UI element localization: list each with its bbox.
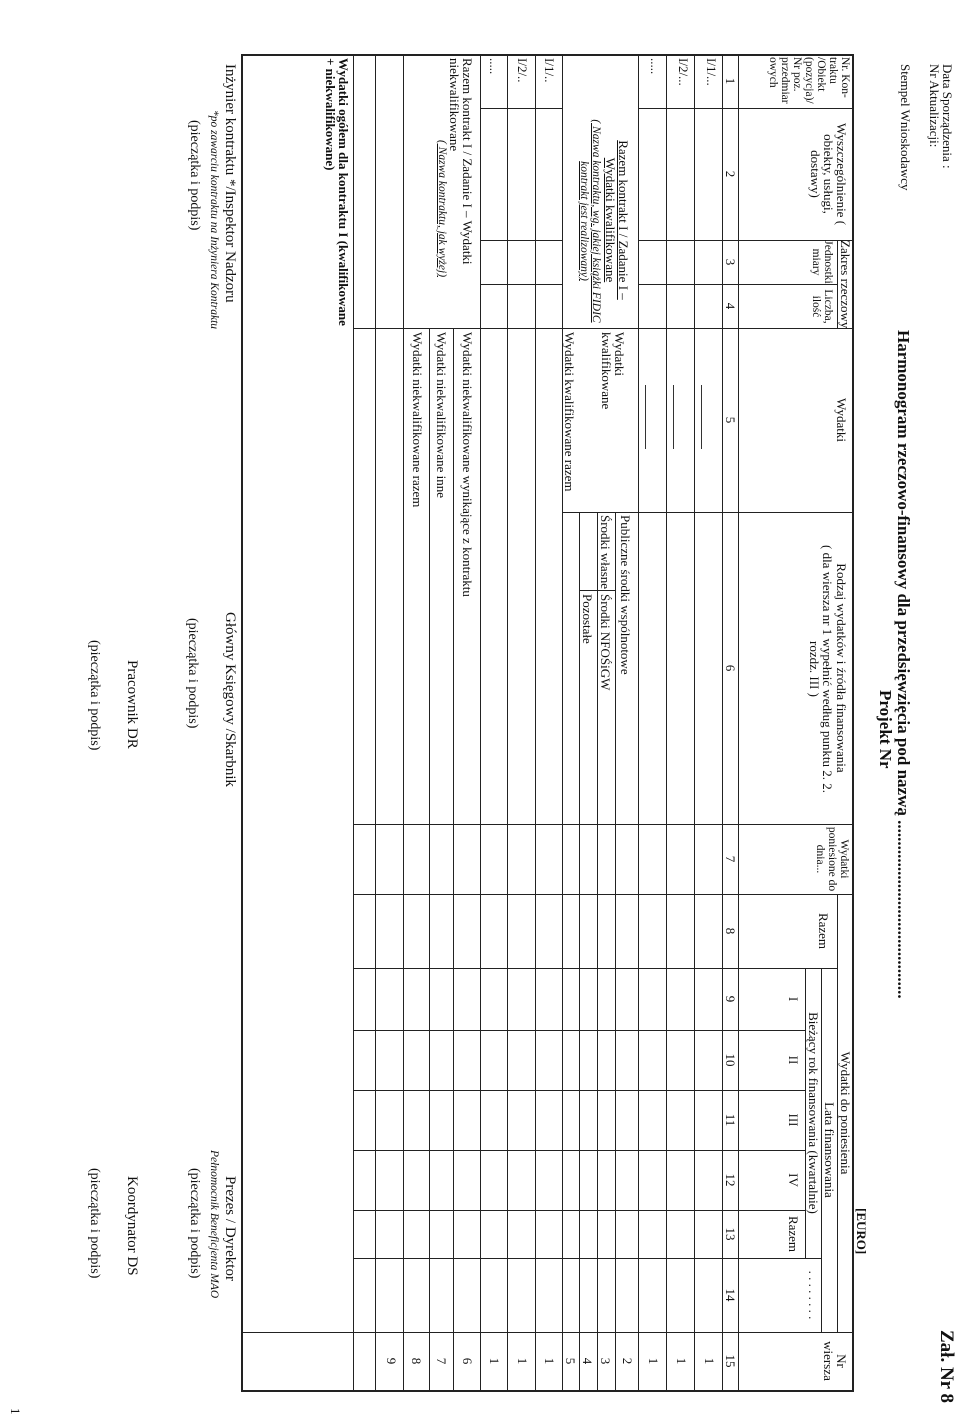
blank-line-marker (645, 385, 646, 449)
table-right-border (243, 1390, 854, 1392)
col-wyszczegolnienie: Wyszczególnienie ( obiekty, usługi, dostawy) (808, 122, 849, 226)
col-lata-finansowania: Lata finansowania (822, 1102, 837, 1198)
row-line (353, 54, 354, 1390)
col-rodzaj-wydatkow-note: ( dla wiersza nr 1 wypełnić według punktu 2. 2. rozdz. III ) (807, 544, 835, 794)
row-number: 1 (674, 1357, 689, 1365)
row-line (453, 328, 454, 1390)
column-number: 3 (723, 258, 738, 266)
column-number: 10 (723, 1053, 738, 1067)
vline-body (354, 328, 723, 329)
prezes-note: Pełnomocnik Beneficjenta MAO (208, 1150, 220, 1299)
column-number: 4 (723, 302, 738, 310)
vline-body (639, 240, 723, 241)
ksiegowy-label: Główny Księgowy /Skarbnik (222, 612, 238, 787)
row-label: I/2/... (676, 58, 691, 86)
col-q3: III (786, 1113, 801, 1127)
nr-aktualizacji-label: Nr Aktualizacji: (927, 64, 942, 148)
data-sporzadzenia-label: Data Sporządzenia : (940, 64, 955, 169)
razem-kwalifikowane-note: ( Nazwa kontraktu, wg. jakiej książki FIDIC kontrakt jest realizowany) (578, 119, 602, 323)
column-number: 5 (723, 416, 738, 424)
row-number: 4 (580, 1357, 595, 1365)
page-number: 1 (8, 1408, 23, 1415)
row-number: 1 (702, 1357, 717, 1365)
vline-body (354, 1210, 723, 1211)
table-left-border (243, 54, 854, 56)
publiczne-srodki-label: Publiczne środki wspólnotowe (618, 515, 633, 675)
niekwal-razem-label: Wydatki niekwalifikowane razem (410, 332, 425, 508)
row-label: ..... (648, 58, 663, 75)
pracownik-dr-label: Pracownik DR (124, 660, 140, 749)
vline-body (354, 1150, 723, 1151)
col-jednostki-miary: Jednostki miary (810, 240, 834, 284)
pieczatka-pracownik: (pieczątka i podpis) (87, 640, 102, 751)
col-liczba-ilosc: Liczba, ilość (810, 289, 834, 324)
table-bottom-border (241, 54, 243, 1392)
column-number: 13 (723, 1227, 738, 1241)
column-number: 1 (723, 77, 738, 85)
vline-body (354, 824, 723, 825)
column-number: 12 (723, 1173, 738, 1187)
vline-body (354, 1090, 723, 1091)
col-zakres-rzeczowy: Zakres rzeczowy (838, 240, 853, 329)
vline-6 (723, 824, 854, 825)
vline-body (563, 512, 723, 513)
prezes-label: Prezes / Dyrektor (222, 1176, 238, 1281)
col-q-razem: Razem (786, 1215, 801, 1253)
column-number: 15 (723, 1354, 738, 1368)
vline-body (354, 894, 723, 895)
niekwal-z-kontraktu-label: Wydatki niekwalifikowane wynikające z kontraktu (460, 332, 475, 597)
col-nr-wiersza: Nr wiersza (821, 1341, 849, 1381)
vline-9 (723, 1332, 854, 1333)
row-number: 1 (646, 1357, 661, 1365)
column-numbers-top-line (738, 54, 739, 1390)
row-number: 1 (487, 1357, 502, 1365)
column-number: 8 (723, 927, 738, 935)
currency-label: [EURO] (854, 1208, 869, 1255)
column-number: 7 (723, 855, 738, 863)
col-q1: I (786, 996, 801, 1002)
row-line (375, 54, 376, 1390)
project-number-label: Projekt Nr (876, 690, 895, 769)
attachment-number: Zał. Nr 8 (936, 1330, 957, 1404)
wydatki-ogolem-label: Wydatki ogółem dla kontraktu I (kwalifikowane + niekwalifikowane) (323, 58, 351, 326)
row-number: 9 (384, 1357, 399, 1365)
row-number: 1 (542, 1357, 557, 1365)
inzynier-note: *po zawarciu kontraktu na Inżyniera Kontraktu (208, 110, 220, 330)
row-number: 6 (460, 1357, 475, 1365)
row-line (403, 54, 404, 1390)
vline-1 (723, 108, 854, 109)
inzynier-label: Inżynier kontraktu */Inspektor Nadzoru (222, 64, 238, 303)
col-wydatki-do-poniesienia: Wydatki do poniesienia (838, 1051, 853, 1175)
col-rodzaj-wydatkow: Rodzaj wydatków i źródła finansowania (834, 563, 849, 773)
row-label: I/1/... (704, 58, 719, 86)
column-numbers-bottom-line (722, 54, 723, 1390)
kwalifikowane-razem-label: Wydatki kwalifikowane razem (562, 332, 577, 492)
row-line (666, 54, 667, 1390)
row-number: 3 (598, 1357, 613, 1365)
row-line (535, 54, 536, 1390)
col-wydatki-poniesione: Wydatki poniesione do dnia... (814, 826, 850, 892)
pieczatka-inzynier: (pieczątka i podpis) (187, 120, 202, 231)
col-q4: IV (786, 1173, 801, 1187)
column-number: 9 (723, 995, 738, 1003)
pieczatka-prezes: (pieczątka i podpis) (187, 1168, 202, 1279)
page-title: Harmonogram rzeczowo-finansowy dla przedsięwzięcia pod nazwą .......................................... (894, 330, 913, 999)
column-number: 2 (723, 170, 738, 178)
row-line (507, 54, 508, 1390)
col-biezacy-rok: Bieżący rok finansowania (kwartalnie) (806, 1012, 821, 1214)
row-line (638, 54, 639, 1390)
row-number: 8 (409, 1357, 424, 1365)
row-number: 5 (563, 1357, 578, 1365)
vline-body (354, 968, 723, 969)
row-line (480, 54, 481, 1390)
col-q2: II (786, 1055, 801, 1065)
razem-niekwalifikowane-note: ( Nazwa kontraktu, jak wyżej) (436, 140, 448, 278)
vline-body (354, 1030, 723, 1031)
vline-body (481, 108, 563, 109)
applicant-stamp-label: Stempel Wnioskodawcy (898, 64, 913, 191)
row-label: I/2/.. (515, 58, 530, 83)
srodki-wlasne-label: Środki własne (598, 515, 613, 590)
col-wydatki: Wydatki (834, 398, 849, 442)
col-razem: Razem (816, 912, 831, 950)
vline-8 (723, 968, 838, 969)
blank-line-marker (701, 385, 702, 449)
wydatki-kwalifikowane-label: Wydatki kwalifikowane (599, 332, 627, 410)
row-label: I/1/.. (542, 58, 557, 83)
razem-kwalifikowane-label: Razem kontrakt I / Zadanie I – Wydatki kwalifikowane (603, 140, 631, 300)
row-number: 7 (434, 1357, 449, 1365)
column-number: 6 (723, 664, 738, 672)
row-line (562, 54, 563, 1390)
niekwal-inne-label: Wydatki niekwalifikowane inne (434, 332, 449, 498)
row-line (429, 328, 430, 1390)
pieczatka-koordynator: (pieczątka i podpis) (87, 1168, 102, 1279)
row-number: 2 (620, 1357, 635, 1365)
vline-body (580, 590, 616, 591)
pieczatka-ksiegowy: (pieczątka i podpis) (185, 618, 200, 729)
vline-body (354, 1258, 723, 1259)
row-number: 1 (515, 1357, 530, 1365)
pozostale-label: Pozostałe (580, 594, 595, 644)
row-label: ..... (487, 58, 502, 75)
column-number: 11 (723, 1113, 738, 1127)
vline-body (481, 240, 563, 241)
column-number: 14 (723, 1288, 738, 1302)
blank-line-marker (673, 385, 674, 449)
vline-7 (723, 894, 854, 895)
row-line (694, 54, 695, 1390)
vline-2 (723, 240, 854, 241)
vline-body (243, 1332, 354, 1333)
koordynator-label: Koordynator DS (124, 1176, 140, 1276)
col-dots: . . . . . . . . (806, 1270, 821, 1320)
srodki-nfosigw-label: Środki NFOŚiGW (598, 594, 613, 691)
vline-body (481, 284, 563, 285)
vline-body (639, 284, 723, 285)
vline-body (639, 108, 723, 109)
razem-niekwalifikowane-label: Razem kontrakt I / Zadanie I – Wydatki niekwalifikowane (447, 58, 475, 265)
col-nr-kontraktu: Nr. Kon- traktu /Obiekt (pozycja)/ Nr poz. przedmiar owych (767, 57, 851, 104)
